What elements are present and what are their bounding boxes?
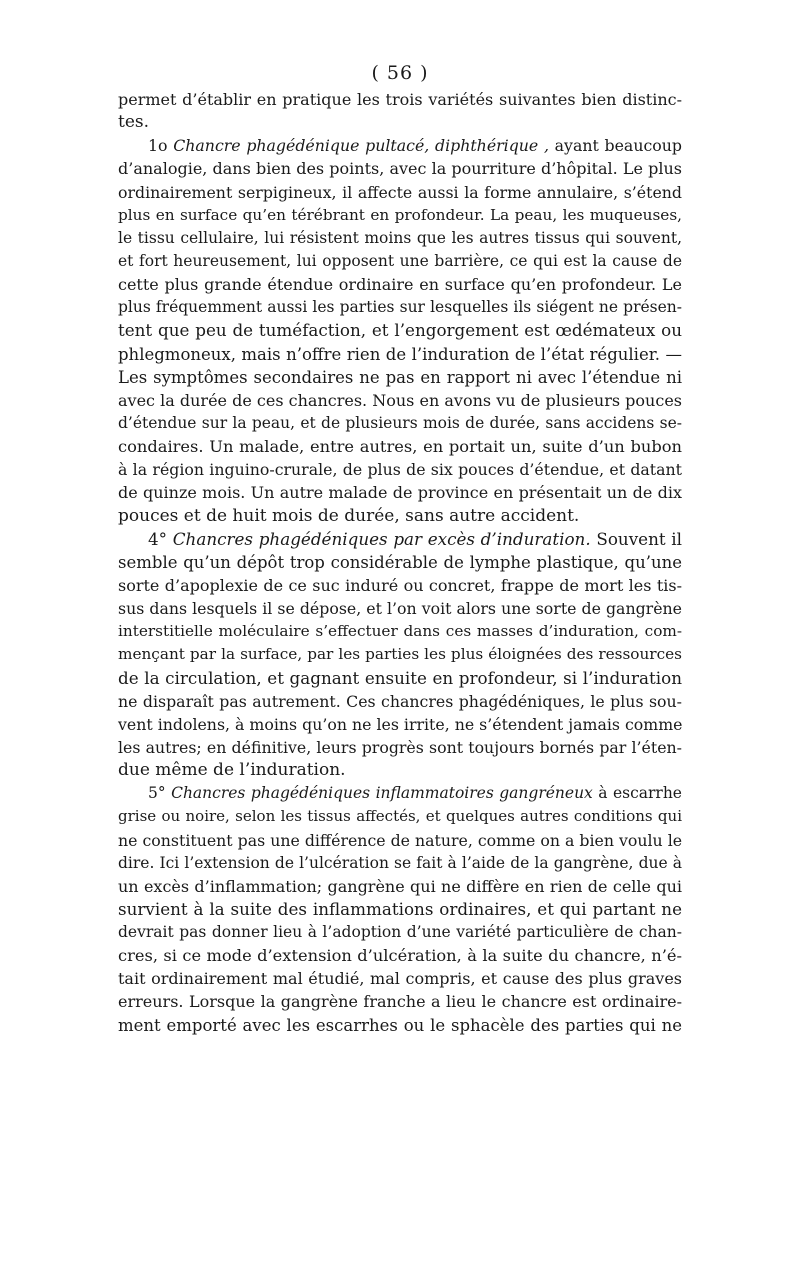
text-line xyxy=(118,643,682,666)
text-line xyxy=(118,736,682,759)
text-line xyxy=(118,782,682,805)
text-segment: de quinze mois. Un autre malade de province en présentait un de dix xyxy=(118,483,682,503)
text-line xyxy=(118,88,682,111)
text-line xyxy=(118,875,682,898)
text-segment: mençant par la surface, par les parties les plus éloignées des ressources xyxy=(118,645,682,664)
text-line xyxy=(118,528,682,551)
text-line xyxy=(118,852,682,875)
text-line xyxy=(118,366,682,389)
text-line xyxy=(118,1014,682,1037)
text-line xyxy=(118,690,682,713)
text-line xyxy=(118,227,682,250)
text-line xyxy=(118,667,682,690)
text-segment: cres, si ce mode d’extension d’ulcération, à la suite du chancre, n’é- xyxy=(118,946,682,966)
text-line xyxy=(118,620,682,643)
text-segment: survient à la suite des inflammations ordinaires, et qui partant ne xyxy=(118,898,682,919)
text-segment: à la région inguino-crurale, de plus de six pouces d’étendue, et datant xyxy=(118,460,682,480)
body-text xyxy=(118,88,682,1037)
text-line xyxy=(118,481,682,504)
text-line xyxy=(118,134,682,157)
text-segment: et fort heureusement, lui opposent une barrière, ce qui est la cause de xyxy=(118,251,682,270)
text-line xyxy=(118,990,682,1013)
text-segment: devrait pas donner lieu à l’adoption d’une variété particulière de chan- xyxy=(118,923,682,942)
italic-heading: Chancres phagédéniques inflammatoires gangréneux xyxy=(171,784,593,803)
text-line xyxy=(118,273,682,296)
text-segment: à escarrhe xyxy=(592,784,682,803)
text-segment: tes. xyxy=(118,112,150,133)
text-segment: dire. Ici l’extension de l’ulcération se fait à l’aide de la gangrène, due à xyxy=(118,853,682,872)
text-line xyxy=(118,898,682,921)
text-line xyxy=(118,574,682,597)
text-line xyxy=(118,319,682,342)
page-number: ( 56 ) xyxy=(371,62,429,84)
text-line xyxy=(118,921,682,944)
text-line xyxy=(118,551,682,574)
text-segment: vent indolens, à moins qu’on ne les irrite, ne s’étendent jamais comme xyxy=(118,714,683,734)
text-segment: 4° xyxy=(148,528,173,549)
italic-heading: Chancre phagédénique pultacé, diphthérique , xyxy=(173,136,549,156)
text-segment: ment emporté avec les escarrhes ou le sphacèle des parties qui ne xyxy=(118,1015,682,1035)
text-segment: tent que peu de tuméfaction, et l’engorgement est œdémateux ou xyxy=(118,320,682,341)
text-segment: ayant beaucoup xyxy=(548,136,682,156)
text-line xyxy=(118,829,682,852)
text-segment: avec la durée de ces chancres. Nous en avons vu de plusieurs pouces xyxy=(118,390,682,410)
text-line xyxy=(118,505,682,528)
text-segment: plus en surface qu’en térébrant en profondeur. La peau, les muqueuses, xyxy=(118,205,682,224)
text-line xyxy=(118,250,682,273)
text-segment: plus fréquemment aussi les parties sur lesquelles ils siégent ne présen- xyxy=(118,298,682,317)
text-line xyxy=(118,597,682,620)
text-line xyxy=(118,412,682,435)
text-line xyxy=(118,181,682,204)
text-segment: Les symptômes secondaires ne pas en rapport ni avec l’étendue ni xyxy=(118,367,682,387)
text-line xyxy=(118,458,682,481)
text-line xyxy=(118,805,682,828)
text-segment: ordinairement serpigineux, il affecte aussi la forme annulaire, s’étend xyxy=(118,182,682,202)
text-segment: ne constituent pas une différence de nature, comme on a bien voulu le xyxy=(118,830,683,850)
text-line xyxy=(118,157,682,180)
text-segment: d’analogie, dans bien des points, avec la pourriture d’hôpital. Le plus xyxy=(118,159,682,179)
text-line xyxy=(118,759,682,782)
text-segment: le tissu cellulaire, lui résistent moins que les autres tissus qui souvent, xyxy=(118,228,682,247)
text-segment: permet d’établir en pratique les trois variétés suivantes bien distinc- xyxy=(118,90,682,109)
text-segment: 1o xyxy=(148,136,174,156)
text-segment: sorte d’apoplexie de ce suc induré ou concret, frappe de mort les tis- xyxy=(118,575,682,595)
text-line xyxy=(118,111,682,134)
text-line xyxy=(118,435,682,458)
text-segment: condaires. Un malade, entre autres, en portait un, suite d’un bubon xyxy=(118,437,682,457)
text-segment: grise ou noire, selon les tissus affectés, et quelques autres conditions qui xyxy=(118,807,682,826)
text-line xyxy=(118,343,682,366)
text-segment: ne disparaît pas autrement. Ces chancres phagédéniques, le plus sou- xyxy=(118,691,682,711)
text-segment: 5° xyxy=(148,784,172,803)
text-segment: erreurs. Lorsque la gangrène franche a lieu le chancre est ordinaire- xyxy=(118,992,682,1012)
text-line xyxy=(118,296,682,319)
text-segment: Souvent il xyxy=(590,528,682,549)
text-segment: semble qu’un dépôt trop considérable de lymphe plastique, qu’une xyxy=(118,552,682,572)
text-segment: un excès d’inflammation; gangrène qui ne diffère en rien de celle qui xyxy=(118,876,682,896)
text-line xyxy=(118,967,682,990)
text-segment: sus dans lesquels il se dépose, et l’on voit alors une sorte de gangrène xyxy=(118,599,682,619)
text-line xyxy=(118,713,682,736)
text-segment: due même de l’induration. xyxy=(118,760,346,781)
text-segment: cette plus grande étendue ordinaire en surface qu’en profondeur. Le xyxy=(118,275,682,295)
text-segment: pouces et de huit mois de durée, sans autre accident. xyxy=(118,505,580,526)
text-line xyxy=(118,389,682,412)
text-segment: phlegmoneux, mais n’offre rien de l’induration de l’état régulier. — xyxy=(118,344,682,364)
italic-heading: Chancres phagédéniques par excès d’induration. xyxy=(172,528,591,549)
text-segment: les autres; en définitive, leurs progrès sont toujours bornés par l’éten- xyxy=(118,737,682,757)
text-line xyxy=(118,204,682,227)
text-segment: tait ordinairement mal étudié, mal compris, et cause des plus graves xyxy=(118,969,682,989)
text-segment: de la circulation, et gagnant ensuite en profondeur, si l’induration xyxy=(118,667,682,688)
text-line xyxy=(118,944,682,967)
text-segment: interstitielle moléculaire s’effectuer dans ces masses d’induration, com- xyxy=(118,622,682,641)
text-segment: d’étendue sur la peau, et de plusieurs mois de durée, sans accidens se- xyxy=(118,413,682,432)
